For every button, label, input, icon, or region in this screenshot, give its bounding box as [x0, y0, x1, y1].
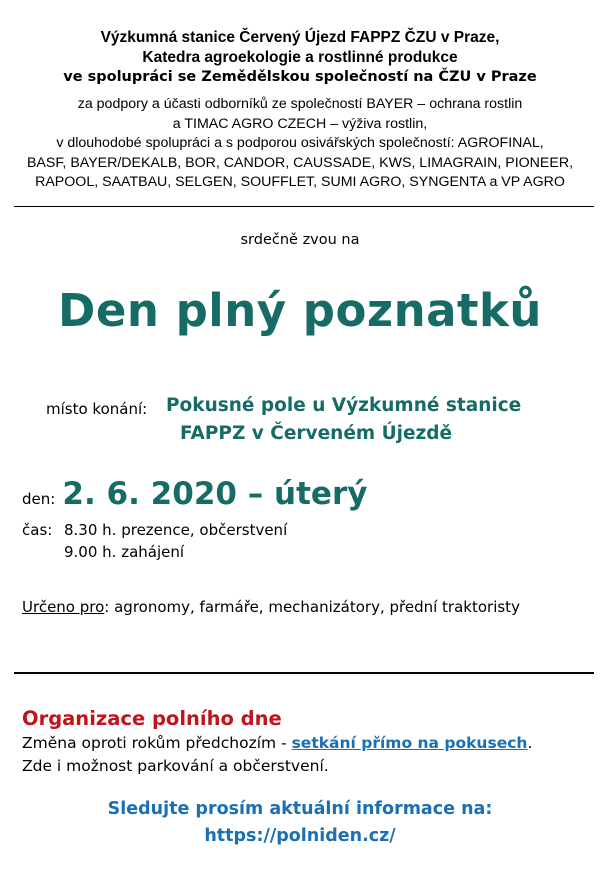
organizer-line-1: Výzkumná stanice Červený Újezd FAPPZ ČZU v Praze,	[100, 29, 500, 46]
event-title: Den plný poznatků	[58, 284, 542, 337]
time-label: čas:	[22, 521, 53, 539]
organization-block	[22, 706, 532, 778]
organizer-line-2: Katedra agroekologie a rostlinné produkce	[142, 49, 458, 66]
time-row-2: 9.00 h. zahájení	[64, 543, 185, 561]
time-row-1: 8.30 h. prezence, občerstvení	[64, 521, 288, 539]
organization-line-1-suffix: .	[527, 734, 533, 752]
venue-label: místo konání:	[46, 400, 148, 418]
audience-value: agronomy, farmáře, mechanizátory, přední traktoristy	[109, 598, 520, 616]
organization-line-1-prefix: Změna oproti rokům předchozím -	[22, 734, 292, 752]
date-block	[22, 476, 367, 512]
organization-line-1	[22, 732, 532, 755]
organizer-line-3: ve spolupráci se Zemědělskou společností na ČZU v Praze	[63, 69, 537, 85]
sponsors-line-4: BASF, BAYER/DEKALB, BOR, CANDOR, CAUSSADE, KWS, LIMAGRAIN, PIONEER,	[26, 154, 574, 171]
audience-colon: :	[104, 598, 110, 616]
organization-heading: Organizace polního dne	[22, 707, 282, 730]
website-link[interactable]: https://polniden.cz/	[204, 826, 396, 846]
divider-bottom	[14, 672, 594, 674]
follow-text: Sledujte prosím aktuální informace na:	[107, 799, 493, 819]
invite-text: srdečně zvou na	[240, 232, 360, 248]
venue-line-2: FAPPZ v Červeném Újezdě	[180, 423, 453, 444]
follow-block	[0, 796, 600, 850]
venue-line-1: Pokusné pole u Výzkumné stanice	[166, 395, 522, 416]
sponsors-line-5: RAPOOL, SAATBAU, SELGEN, SOUFFLET, SUMI AGRO, SYNGENTA a VP AGRO	[35, 174, 565, 190]
audience-block	[22, 598, 520, 616]
organization-line-2: Zde i možnost parkování a občerstvení.	[22, 757, 329, 775]
date-value: 2. 6. 2020 – úterý	[62, 476, 368, 512]
header-organizers	[0, 28, 600, 193]
venue-value	[166, 392, 586, 448]
sponsors-block	[0, 95, 600, 193]
date-label: den:	[22, 490, 56, 508]
sponsors-line-2: a TIMAC AGRO CZECH – výživa rostlin,	[172, 115, 428, 132]
sponsors-line-3: v dlouhodobé spolupráci a s podporou osivářských společností: AGROFINAL,	[56, 135, 544, 151]
audience-label: Určeno pro	[22, 598, 105, 616]
sponsors-line-1: za podpory a účasti odborníků ze společností BAYER – ochrana rostlin	[77, 96, 523, 112]
divider-top	[14, 206, 594, 207]
onsite-meeting-link[interactable]: setkání přímo na pokusech	[291, 734, 528, 752]
time-block	[22, 519, 287, 563]
